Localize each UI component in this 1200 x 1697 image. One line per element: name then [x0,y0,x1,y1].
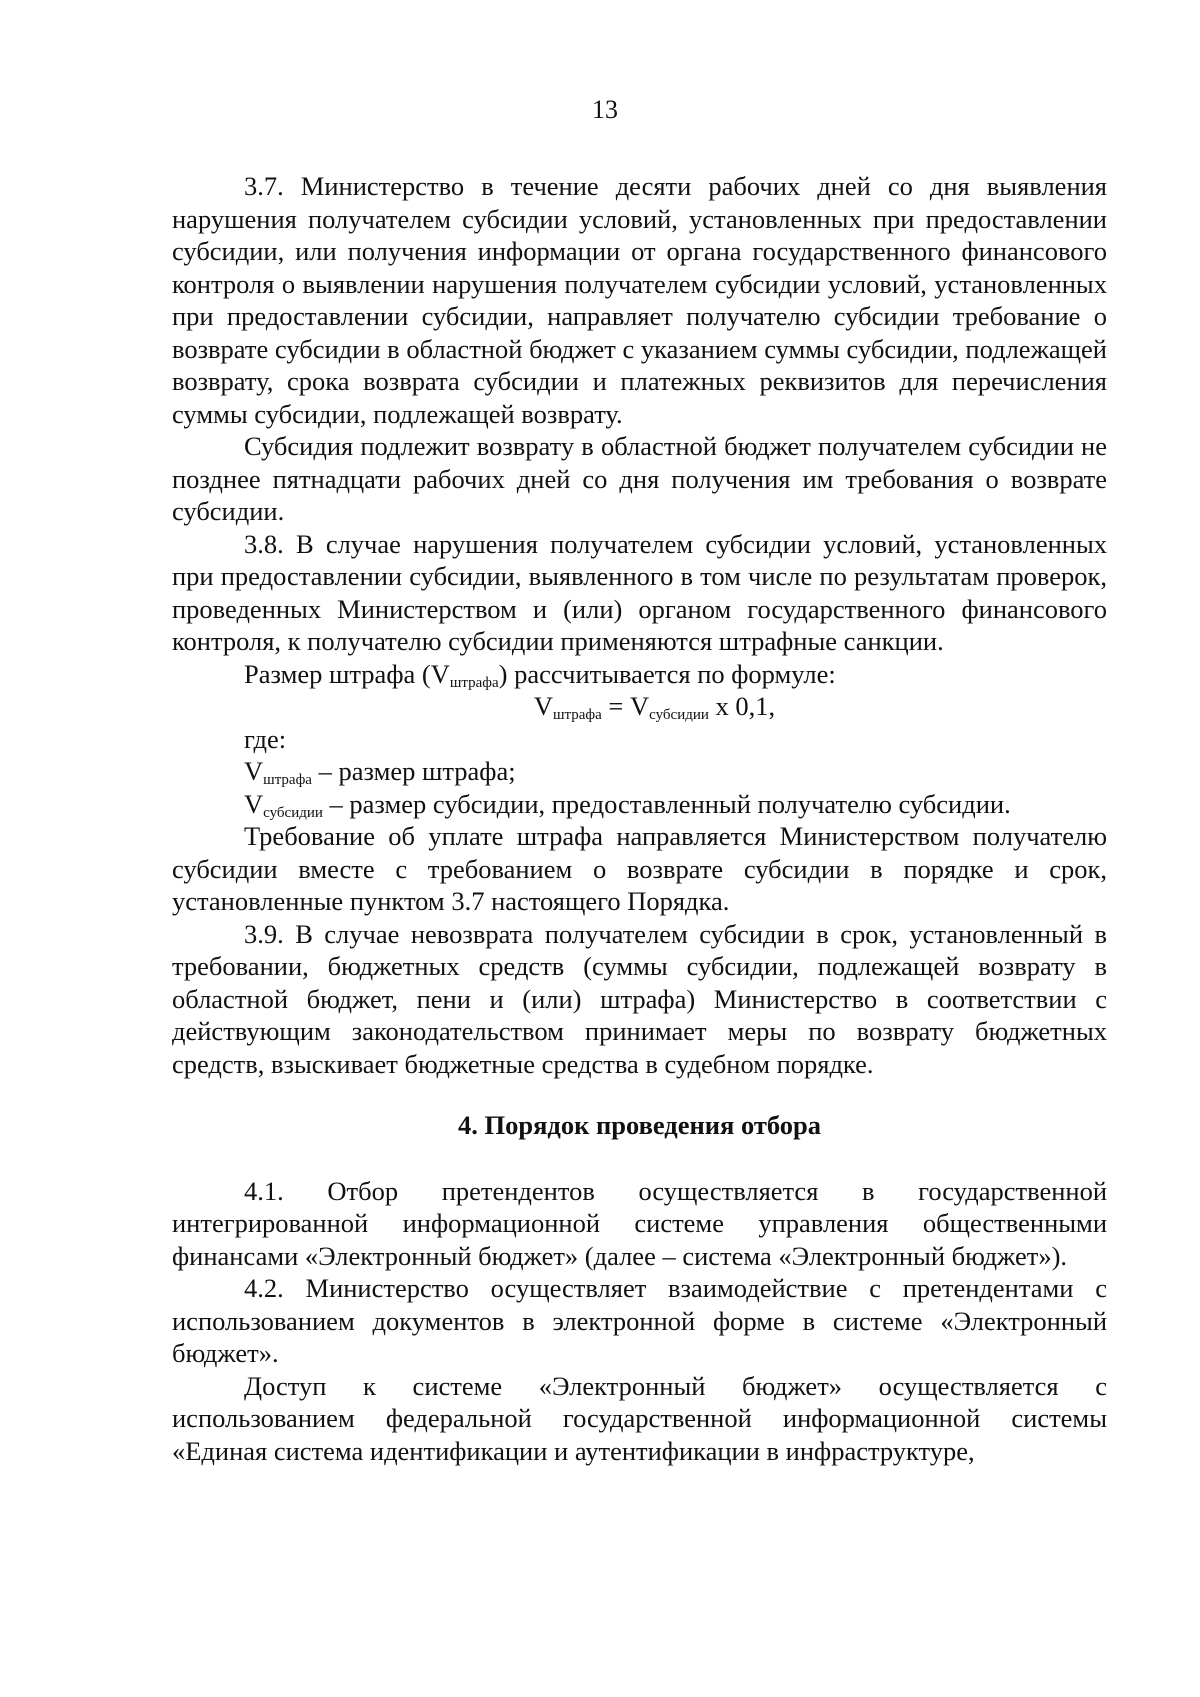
formula-lhs-subscript: штрафа [552,707,602,723]
fine-intro-before: Размер штрафа (V [244,658,450,689]
page-number: 13 [592,95,618,124]
formula-equals: = V [601,691,650,721]
formula-rhs-subscript: субсидии [649,707,709,723]
fine-intro-subscript: штрафа [449,674,499,691]
paragraph-subsidy-return: Субсидия подлежит возврату в областной бюджет получателем субсидии не позднее пятнадцати рабочих дней со дня получения им требования о возврате субсидии. [172,431,1107,526]
definition-subsidy-symbol: V [244,788,264,819]
definition-fine-subscript: штрафа [263,772,312,788]
formula-rest: х 0,1, [708,691,776,721]
definition-subsidy-subscript: субсидии [263,804,323,821]
fine-formula [172,690,1107,723]
fine-formula-intro [172,658,1107,691]
fine-intro-after: ) рассчитывается по формуле: [498,658,836,689]
paragraph-3-8: 3.8. В случае нарушения получателем субсидии условий, установленных при предоставлении субсидии, выявленного в том числе по результатам проверок, проведенных Министерством и (или) органом государственного финансового контроля, к получателю субсидии применяются штрафные санкции. [172,528,1107,656]
formula-lhs: V [533,691,553,721]
formula-where: где: [244,723,287,754]
paragraph-3-9: 3.9. В случае невозврата получателем субсидии в срок, установленный в требовании, бюджетных средств (суммы субсидии, подлежащей возврату в областной бюджет, пени и (или) штрафа) Министерство в соответствии с действующим законодательством принимает меры по возврату бюджетных средств, взыскивает бюджетные средства в судебном порядке. [172,918,1107,1079]
paragraph-4-1: 4.1. Отбор претендентов осуществляется в государственной интегрированной информационной системе управления общественными финансами «Электронный бюджет» (далее – система «Электронный бюджет»). [172,1175,1107,1271]
paragraph-fine-demand: Требование об уплате штрафа направляется Министерством получателю субсидии вместе с требованием о возврате субсидии в порядке и срок, установленные пунктом 3.7 настоящего Порядка. [172,821,1107,916]
paragraph-access: Доступ к системе «Электронный бюджет» осуществляется с использованием федеральной государственной информационной системы «Единая система идентификации и аутентификации в инфраструктуре, [172,1370,1107,1466]
document-body [172,170,1107,1467]
definition-fine-text: – размер штрафа; [311,756,516,786]
section-4-title: 4. Порядок проведения отбора [457,1110,822,1140]
definition-fine [172,755,1107,788]
paragraph-4-2: 4.2. Министерство осуществляет взаимодействие с претендентами с использованием документов в электронной форме в системе «Электронный бюджет». [172,1273,1107,1368]
definition-subsidy-text: – размер субсидии, предоставленный получателю субсидии. [322,788,1011,819]
paragraph-3-7: 3.7. Министерство в течение десяти рабочих дней со дня выявления нарушения получателем субсидии условий, установленных при предоставлении субсидии, или получения информации от органа государственного финансового контроля о выявлении нарушения получателем субсидии условий, установленных при предоставлении субсидии, направляет получателю субсидии требование о возврате субсидии в областной бюджет с указанием суммы субсидии, подлежащей возврату, срока возврата субсидии и платежных реквизитов для перечисления суммы субсидии, подлежащей возврату. [172,171,1107,429]
definition-subsidy [172,788,1107,821]
definition-fine-symbol: V [244,756,264,786]
